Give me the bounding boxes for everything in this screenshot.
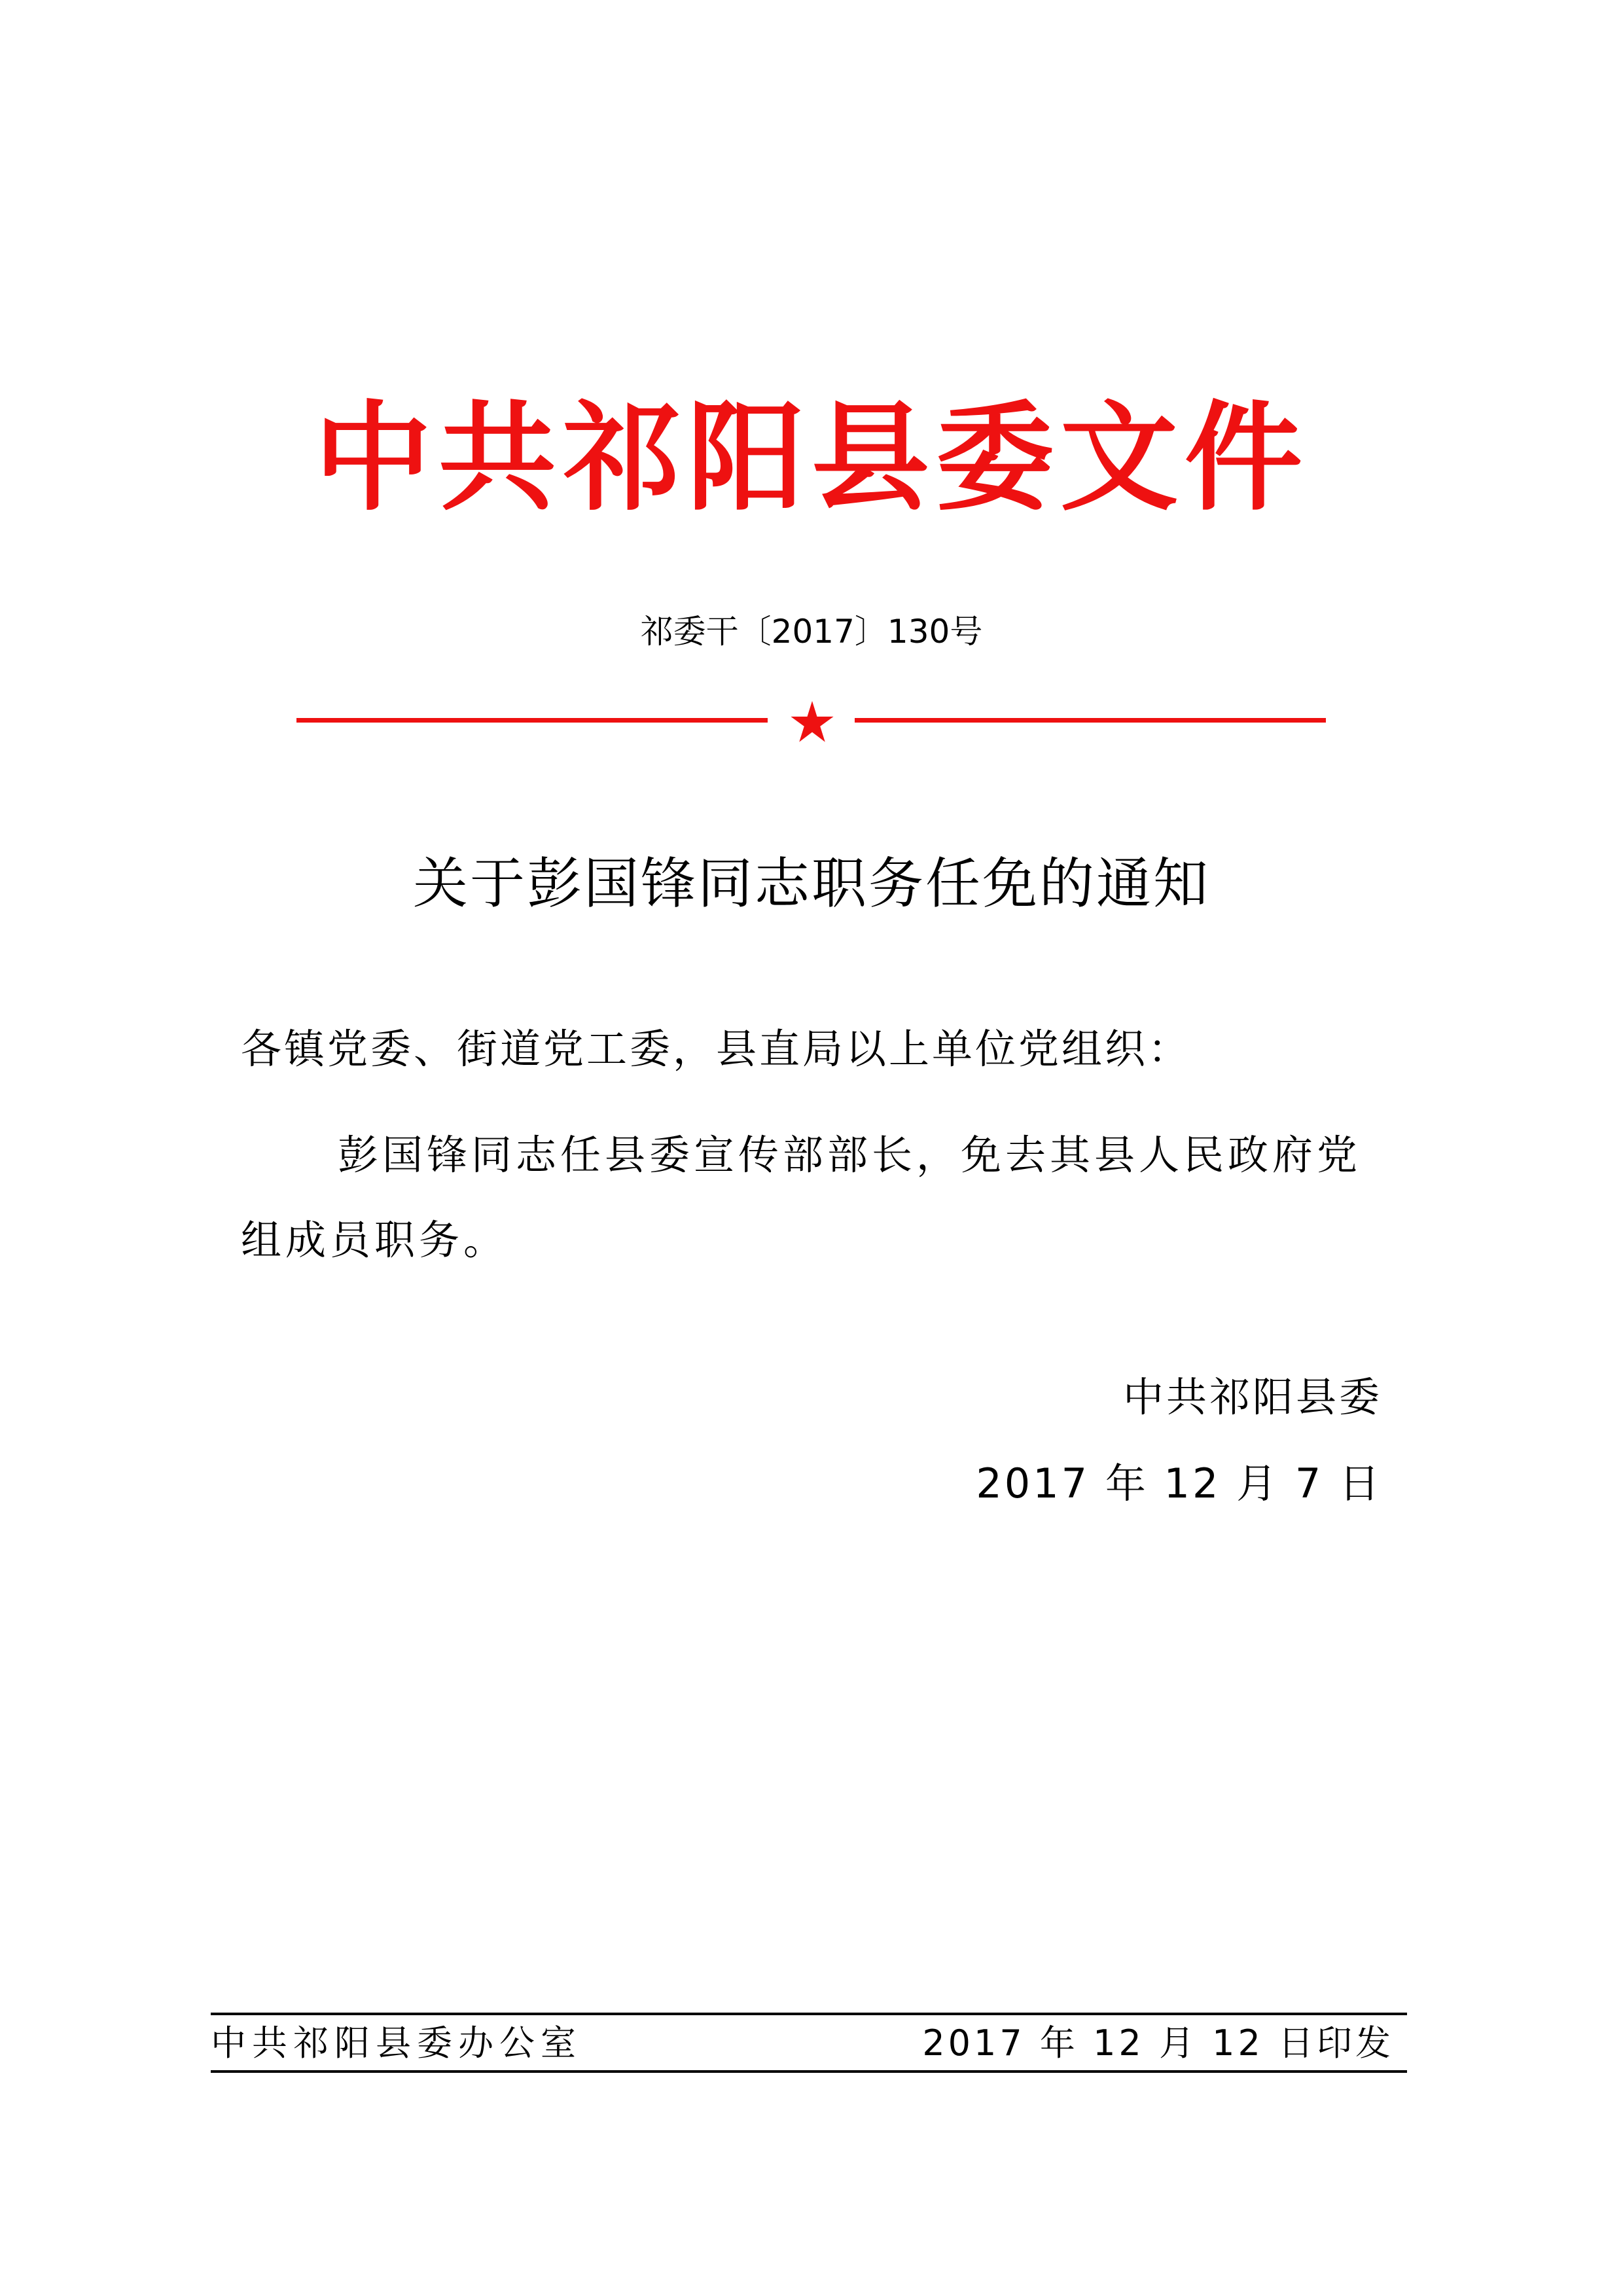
document-header-title: 中共祁阳县委文件: [313, 389, 1309, 527]
document-number: 祁委干〔2017〕130号: [640, 613, 983, 651]
footer-rule-top: [211, 2013, 1407, 2015]
red-star-icon: [790, 700, 834, 744]
footer-issue-date: 2017 年 12 月 12 日印发: [922, 2022, 1394, 2064]
notice-subject-title: 关于彭国锋同志职务任免的通知: [412, 852, 1210, 916]
footer-rule-bottom: [211, 2070, 1407, 2073]
header-red-rule-right: [855, 718, 1326, 723]
footer-issuer: 中共祁阳县委办公室: [211, 2022, 582, 2064]
header-red-rule-left: [296, 718, 768, 723]
signature-organization: 中共祁阳县委: [1122, 1373, 1382, 1421]
notice-body-paragraph: 彭国锋同志任县委宣传部部长，免去其县人民政府党组成员职务。: [241, 1131, 1362, 1264]
notice-addressee: 各镇党委、街道党工委，县直局以上单位党组织：: [241, 1025, 1192, 1073]
signature-date: 2017 年 12 月 7 日: [976, 1460, 1382, 1507]
